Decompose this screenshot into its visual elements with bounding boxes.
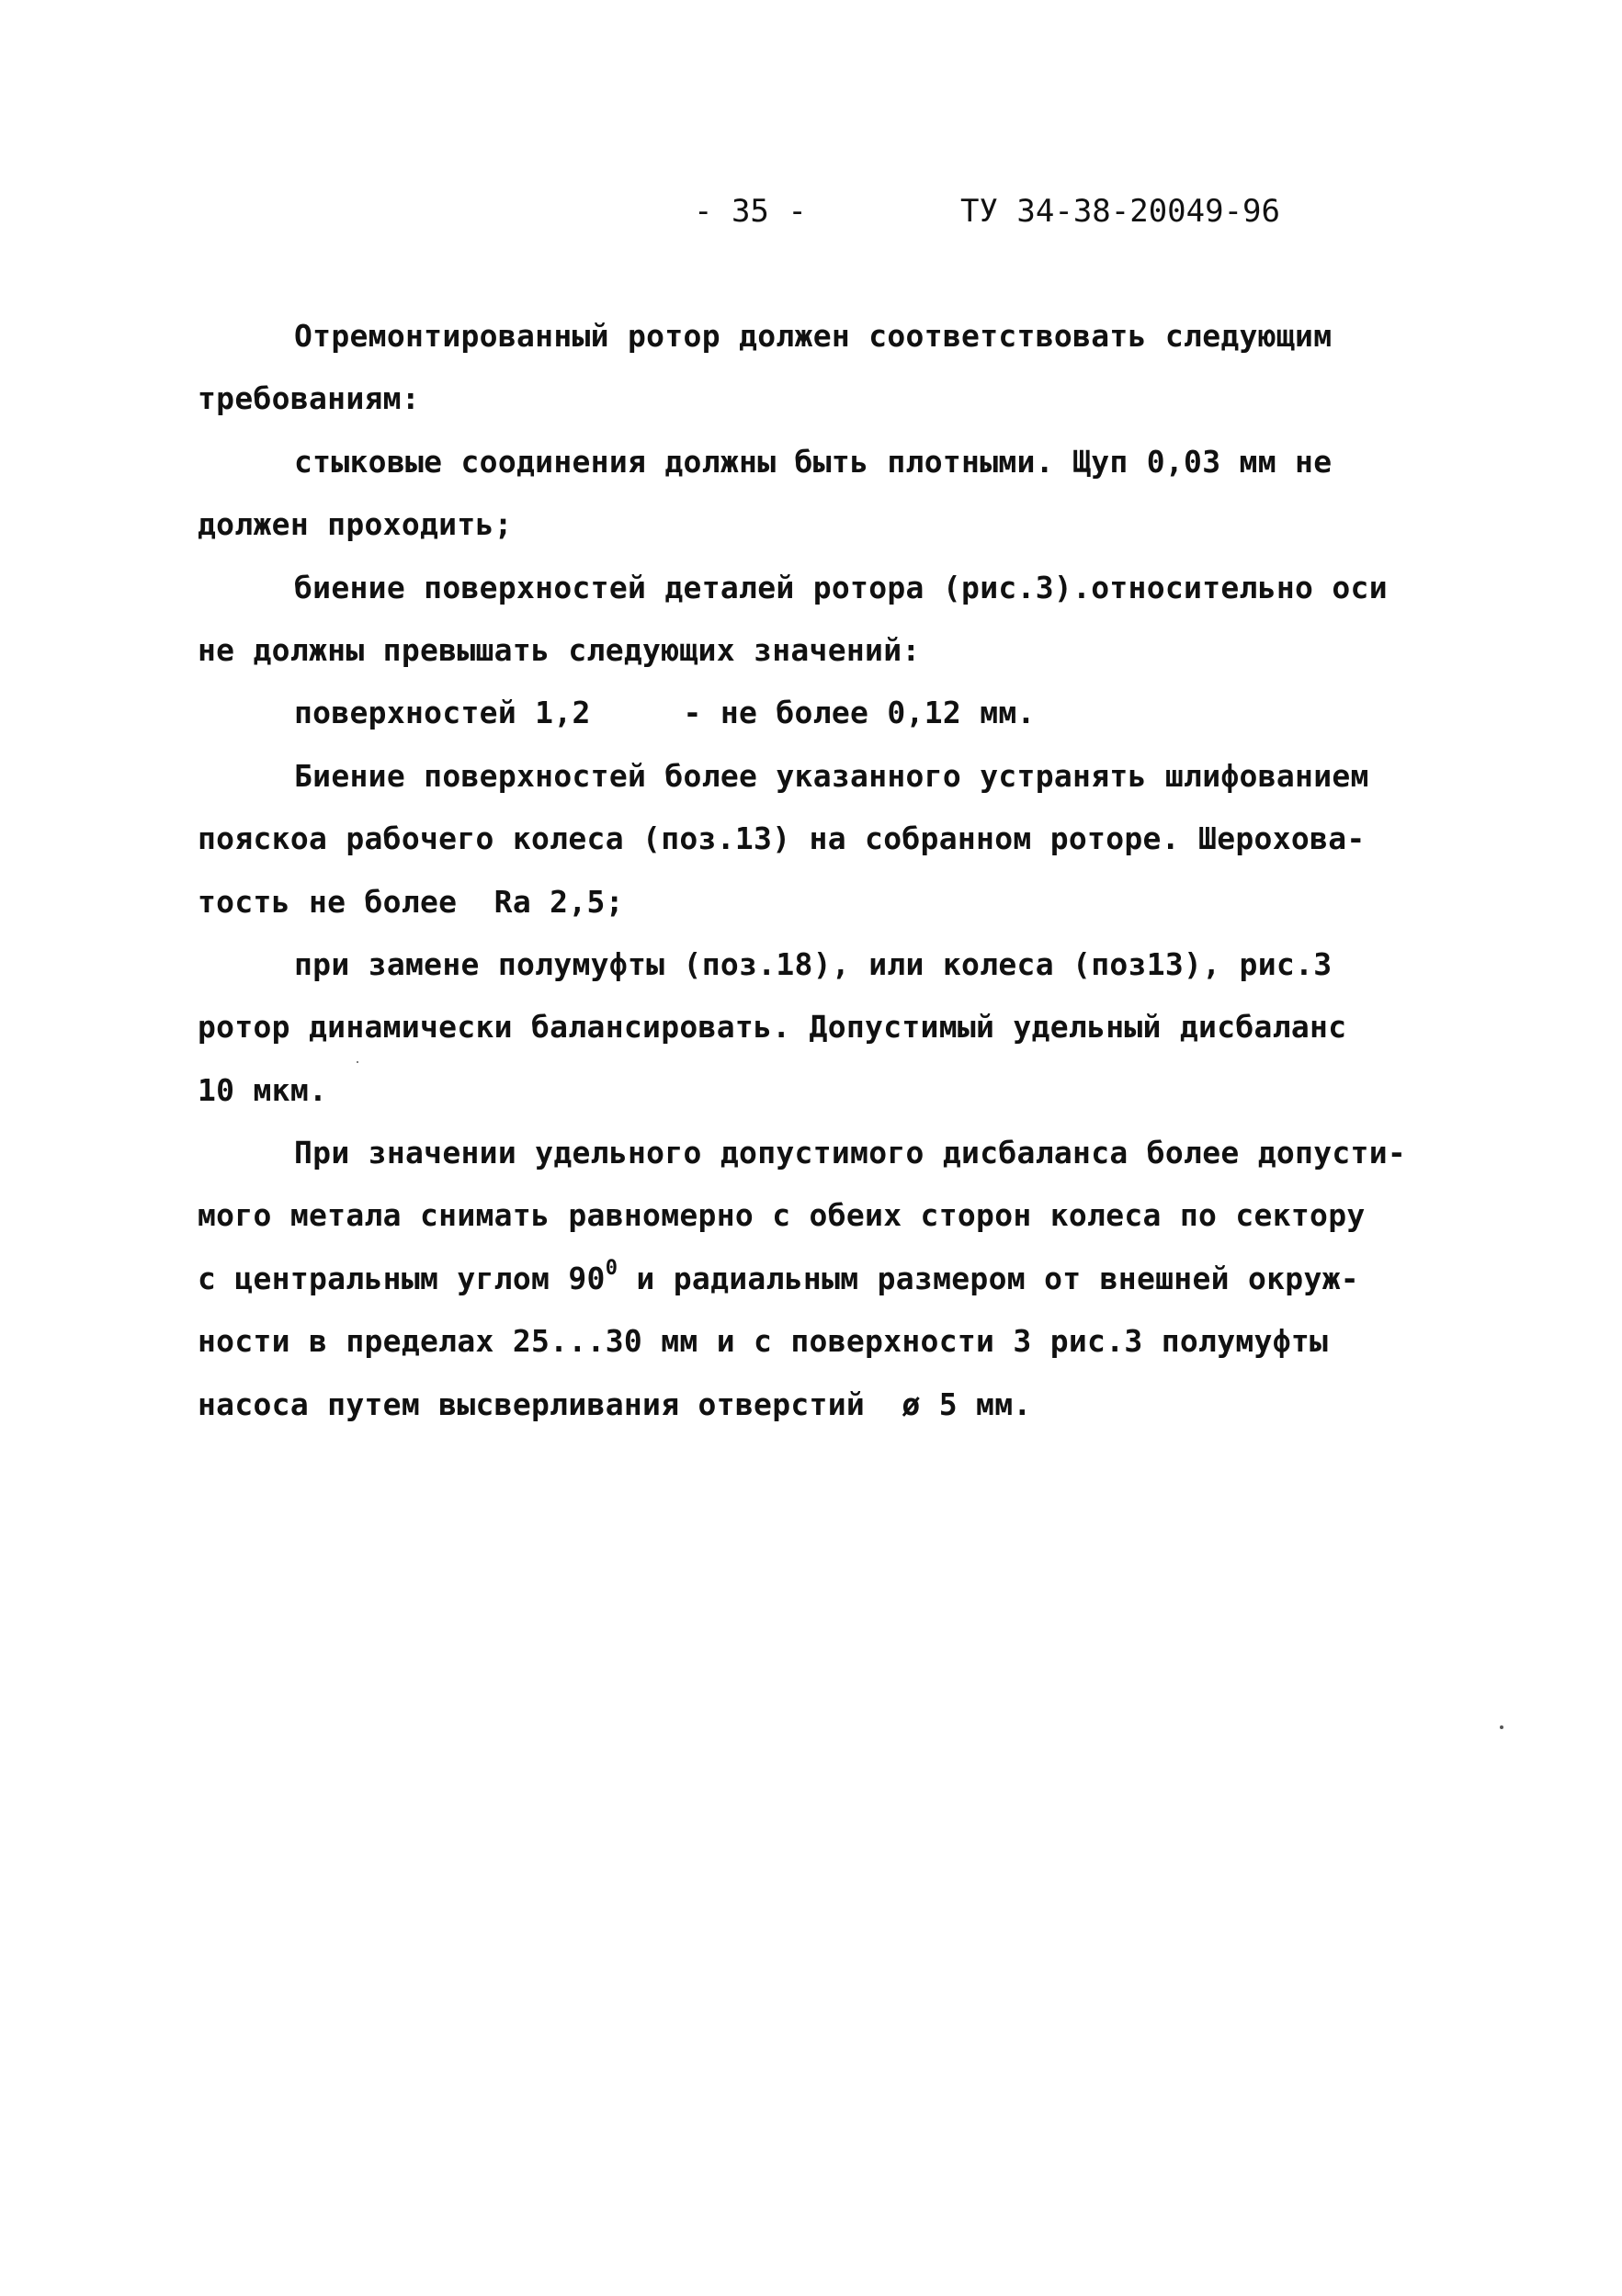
degree-superscript: 0 xyxy=(605,1256,618,1280)
text-line: мого метала снимать равномерно с обеих сторон колеса по сектору xyxy=(198,1197,1366,1234)
text-line: стыковые соодинения должны быть плотными. Щуп 0,03 мм не xyxy=(294,443,1333,480)
text-line: биение поверхностей деталей ротора (рис.3).относительно оси xyxy=(294,569,1388,605)
body-text xyxy=(198,305,1438,1436)
text-line: ности в пределах 25...30 мм и с поверхности 3 рис.3 полумуфты xyxy=(198,1323,1329,1360)
document-code: ТУ 34-38-20049-96 xyxy=(960,193,1280,230)
text-line: ротор динамически балансировать. Допустимый удельный дисбаланс xyxy=(198,1009,1347,1046)
text-line: Отремонтированный ротор должен соответствовать следующим xyxy=(294,318,1333,354)
scan-speck xyxy=(1500,1725,1503,1729)
text-line: Биение поверхностей более указанного устранять шлифованием xyxy=(294,757,1369,794)
text-line: пояскоа рабочего колеса (поз.13) на собранном роторе. Шерохова- xyxy=(198,820,1366,857)
scan-speck xyxy=(357,1061,358,1063)
text-line: поверхностей 1,2 - не более 0,12 мм. xyxy=(294,695,1036,731)
text-line: насоса путем высверливания отверстий ø 5 мм. xyxy=(198,1386,1032,1422)
text-line: при замене полумуфты (поз.18), или колеса (поз13), рис.3 xyxy=(294,945,1333,982)
text-line xyxy=(198,1248,1438,1310)
page-header xyxy=(0,193,1622,239)
text-line: не должны превышать следующих значений: xyxy=(198,631,921,668)
text-line: 10 мкм. xyxy=(198,1071,328,1108)
text-fragment: с центральным углом 90 xyxy=(198,1260,606,1296)
text-line: тость не более Ra 2,5; xyxy=(198,883,624,920)
page-number: - 35 - xyxy=(694,193,807,230)
text-line: При значении удельного допустимого дисбаланса более допусти- xyxy=(294,1135,1407,1171)
text-line: требованиям: xyxy=(198,380,421,417)
text-fragment: и радиальным размером от внешней окруж- xyxy=(618,1260,1359,1296)
text-line: должен проходить; xyxy=(198,506,513,543)
